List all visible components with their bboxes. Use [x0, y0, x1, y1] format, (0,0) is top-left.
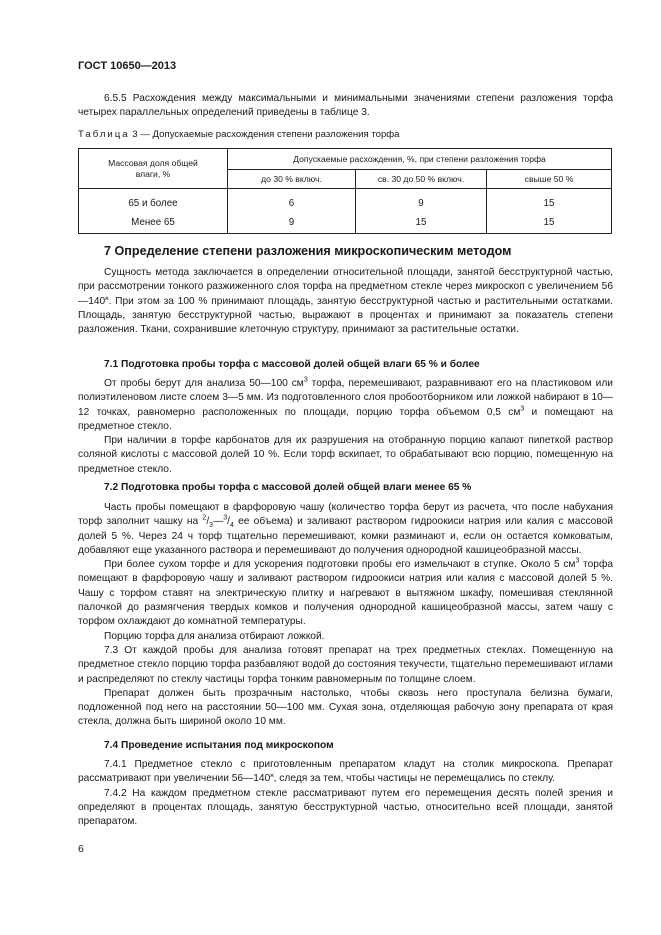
page-number: 6: [78, 843, 84, 855]
section-7-2-text: [78, 501, 613, 730]
table-caption-label: Таблица: [78, 129, 130, 140]
paragraph: 7.4.2 На каждом предметном стекле рассматривают путем его перемещения десять полей зрения и определяют в процентах площадь, занятую бесструктурной частью, относительно всей площади, занятой препаратом.: [78, 787, 613, 828]
table-caption-text: 3 — Допускаемые расхождения степени разложения торфа: [132, 129, 400, 140]
table-subheader: св. 30 до 50 % включ.: [356, 170, 487, 189]
table-cell: 65 и более: [79, 189, 228, 213]
paragraph: 6.5.5 Расхождения между максимальными и минимальными значениями степени разложения торфа четырех параллельных определений приведены в таблице 3.: [78, 93, 613, 119]
table-cell: 9: [356, 189, 487, 213]
section-7-1-text: [78, 377, 613, 477]
section-7-4-text: [78, 758, 613, 829]
table-cell: 6: [228, 189, 356, 213]
table-header-moisture: Массовая доля общей влаги, %: [79, 149, 228, 189]
table-cell: 15: [356, 213, 487, 234]
paragraph: При наличии в торфе карбонатов для их разрушения на отобранную порцию капают пипеткой раствор соляной кислоты с массовой долей 10 %. Если торф вскипает, то обрабатывают всю порцию, помещенную на предметное стекло.: [78, 435, 613, 475]
paragraph: 7.4.1 Предметное стекло с приготовленным препаратом кладут на столик микроскопа. Препарат рассматривают при увеличении 56—140˟, следя за тем, чтобы частицы не перемещались по стеклу.: [78, 759, 613, 785]
table-cell: Менее 65: [79, 213, 228, 234]
section-7-2-heading: 7.2 Подготовка пробы торфа с массовой долей общей влаги менее 65 %: [104, 482, 472, 493]
section-6-5-5: [78, 92, 613, 121]
paragraph: 7.3 От каждой пробы для анализа готовят препарат на трех предметных стеклах. Помещенную на предметное стекло порцию торфа разбавляют водой до состояния текучести, тщательно перемешивают иглами и распределяют по стеклу частицы торфа тонким равномерным по толщине слоем.: [78, 644, 613, 685]
table-cell: 15: [487, 213, 612, 234]
paragraph: От пробы берут для анализа 50—100 $см^3$ торфа, перемешивают, разравнивают его на пластиковом или полиэтиленовом листе слоем 3—5 мм. Из подготовленного слоя пробоотборником или ложкой набирают в 10—12 точках, равномерно расположенных по площади, порцию торфа объемом 0,5 $см^3$ и помещают на предметное стекло.: [78, 376, 613, 432]
paragraph: Порцию торфа для анализа отбирают ложкой.: [104, 630, 325, 642]
table-row: [79, 213, 612, 234]
paragraph: При более сухом торфе и для ускорения подготовки пробы его измельчают в ступке. Около 5 $см^3$ торфа помещают в фарфоровую чашу и заливают раствором гидроокиси натрия или калия с массовой долей 5 %. Чашу с торфом ставят на электрическую плитку и нагревают в вытяжном шкафу, помешивая стеклянной палочкой до размягчения твердых комков и получения однородной кашицеобразной массы, затем чашу с торфом охлаждают до комнатной температуры.: [78, 557, 613, 628]
paragraph: Часть пробы помещают в фарфоровую чашу (количество торфа берут из расчета, что после набухания торф заполнит чашку на $^2/_3—^3/_4$ ее объема) и заливают раствором гидроокиси натрия или калия с массовой долей 5 %. Через 24 ч торф тщательно перемешивают, комки разминают и, если он остается комковатым, добавляют еще указанного раствора и перемешивают до получения однородной кашицеобразной массы.: [78, 502, 613, 556]
table-subheader: до 30 % включ.: [228, 170, 356, 189]
table-row: [79, 189, 612, 213]
table-header-group: Допускаемые расхождения, %, при степени разложения торфа: [228, 149, 612, 170]
section-7-text: [78, 266, 613, 337]
tolerance-table: [78, 148, 612, 234]
table-cell: 15: [487, 189, 612, 213]
paragraph: Сущность метода заключается в определении относительной площади, занятой бесструктурной частью, при рассмотрении тонкого разжиженного слоя торфа на предметном стекле через микроскоп с увеличением 56—140˟. При этом за 100 % принимают площадь, занятую бесструктурной частью и растительными остатками. Площадь, занятую бесструктурной частью, выражают в процентах и принимают за показатель степени разложения. Ткани, сохранившие клеточную структуру, принимают за растительные остатки.: [78, 267, 613, 336]
paragraph: Препарат должен быть прозрачным настолько, чтобы сквозь него проступала белизна бумаги, подложенной под него на расстоянии 50—100 мм. Сухая зона, отделяющая рабочую зону препарата от края стекла, должна быть шириной около 10 мм.: [78, 687, 613, 728]
table-subheader: свыше 50 %: [487, 170, 612, 189]
section-7-4-heading: 7.4 Проведение испытания под микроскопом: [104, 740, 334, 751]
table-caption: [78, 129, 400, 140]
section-7-heading: 7 Определение степени разложения микроскопическим методом: [104, 244, 512, 258]
section-7-1-heading: 7.1 Подготовка пробы торфа с массовой долей общей влаги 65 % и более: [104, 359, 480, 370]
table-cell: 9: [228, 213, 356, 234]
standard-header: ГОСТ 10650—2013: [78, 60, 177, 72]
